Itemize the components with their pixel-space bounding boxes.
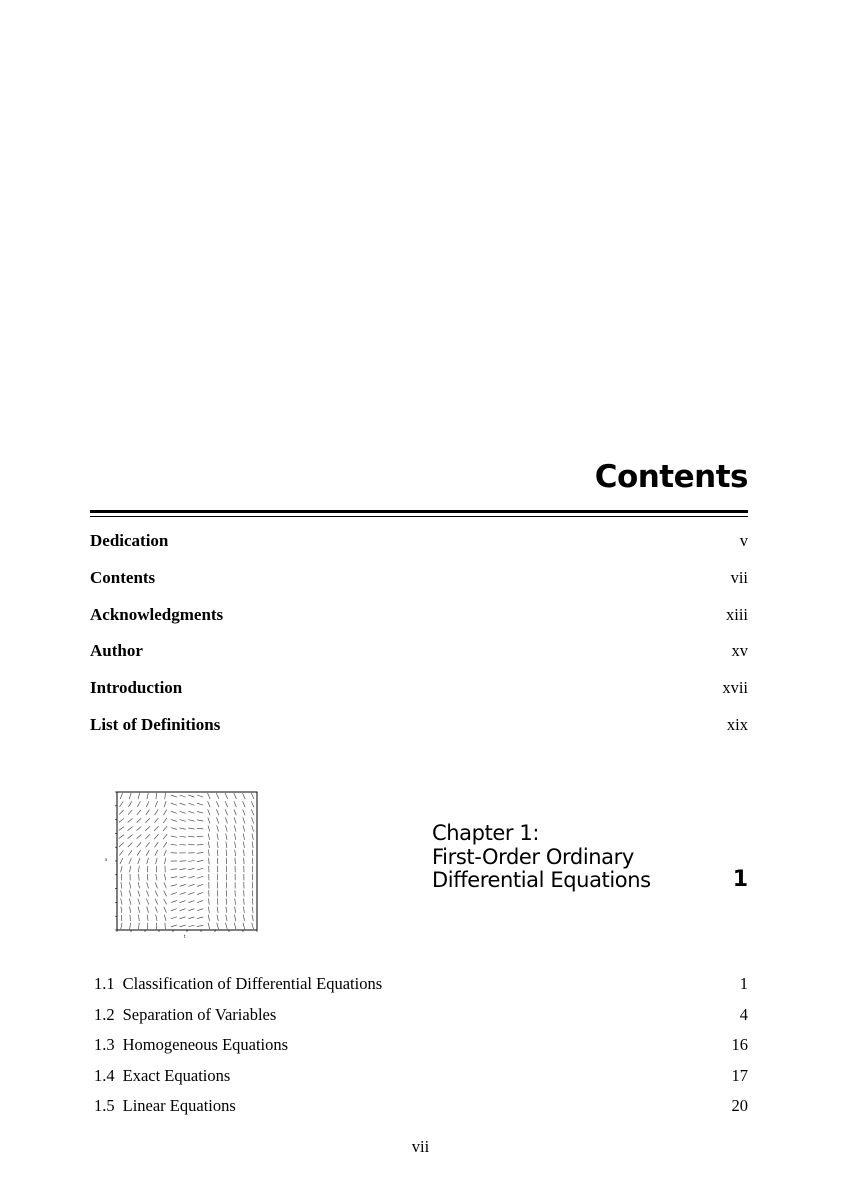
field-arrow [188,909,194,911]
field-arrow [234,923,236,929]
field-arrow [180,811,186,813]
field-arrow [226,898,227,904]
section-number: 1.5 [94,1096,115,1115]
field-arrow [197,820,203,821]
page-title: Contents [594,459,748,495]
field-arrow [252,923,254,929]
field-arrow [217,850,218,856]
field-arrow [155,882,157,888]
field-arrow [171,893,177,895]
toc-entry-title: Contents [90,567,156,587]
field-arrow [119,818,124,822]
toc-entry-author[interactable] [90,641,748,678]
field-arrow [226,923,228,929]
field-arrow [164,891,167,897]
field-arrow [120,802,124,807]
field-arrow [217,842,218,848]
field-arrow [171,877,177,878]
field-arrow [128,801,131,807]
field-arrow [139,915,140,921]
field-arrow [209,850,210,856]
field-arrow [147,907,149,913]
field-arrow [252,817,254,823]
field-arrow [197,803,203,805]
section-page: 16 [731,1035,748,1054]
field-arrow [121,882,122,888]
field-arrow [146,850,149,856]
toc-section-entry[interactable] [94,1096,748,1127]
chapter-title[interactable] [432,822,651,893]
field-arrow [164,882,166,888]
field-arrow [234,817,236,823]
field-arrow [208,793,211,799]
field-arrow [179,869,185,870]
field-arrow [243,834,244,840]
field-arrow [171,885,177,887]
field-arrow [119,843,124,847]
field-arrow [217,923,219,929]
field-arrow [208,834,209,840]
field-arrow [217,834,218,840]
field-arrow [188,811,194,813]
field-arrow [139,923,140,929]
field-arrow [171,844,177,845]
toc-entry-dedication[interactable] [90,531,748,568]
field-arrow [156,915,157,921]
field-arrow [147,915,148,921]
field-arrow [226,842,227,848]
section-list [94,974,748,1127]
field-arrow [180,819,186,821]
toc-entry-title: Author [90,641,143,661]
field-arrow [180,892,186,894]
field-arrow [138,899,140,905]
field-arrow [137,818,142,822]
field-arrow [243,907,244,913]
field-arrow [252,834,253,840]
field-arrow [180,909,186,911]
field-arrow [243,825,245,831]
field-arrow [164,850,166,856]
field-arrow [147,793,148,799]
section-title: Classification of Differential Equations [122,974,383,993]
field-arrow [146,842,150,847]
field-arrow [217,898,218,904]
field-arrow [128,810,132,815]
field-arrow [197,811,203,813]
field-arrow [225,801,228,807]
field-arrow [251,809,253,815]
field-arrow [226,915,227,921]
field-arrow [138,793,140,799]
field-arrow [138,890,140,896]
toc-entry-page: xix [726,714,748,734]
field-arrow [244,898,245,904]
toc-entry-title: Acknowledgments [90,604,224,624]
section-title: Homogeneous Equations [122,1035,289,1054]
svg-text:x: x [105,857,108,862]
field-arrow [188,876,194,878]
field-arrow [171,795,177,797]
field-arrow [121,866,122,872]
field-arrow [180,795,186,797]
field-arrow [154,826,158,831]
heading-rule-thin [90,516,748,517]
field-arrow [217,907,218,913]
field-arrow [137,850,140,855]
field-arrow [154,834,158,839]
field-arrow [129,899,131,905]
field-arrow [188,861,194,862]
field-arrow [243,801,246,807]
field-arrow [129,858,132,864]
field-arrow [197,828,203,829]
field-arrow [121,923,122,929]
field-arrow [130,923,131,929]
field-arrow [138,858,140,864]
chapter-page-number: 1 [732,867,748,892]
field-arrow [234,825,236,831]
field-arrow [129,890,131,896]
field-arrow [180,925,186,927]
field-arrow [188,884,194,886]
field-arrow [180,884,186,886]
chapter-title-line: First-Order Ordinary [432,844,634,869]
field-arrow [155,907,157,913]
toc-entry-title: Dedication [90,531,169,550]
field-arrow [155,891,158,897]
toc-section-entry[interactable] [94,974,748,1005]
field-arrow [137,835,142,839]
field-arrow [147,882,149,888]
field-arrow [163,818,167,823]
toc-section-label [94,974,382,994]
field-arrow [119,835,124,839]
field-arrow [235,842,236,848]
field-arrow [155,842,159,847]
field-arrow [197,860,203,861]
field-arrow [155,899,158,905]
field-arrow [171,836,177,837]
field-arrow [128,827,133,831]
section-page: 4 [739,1004,748,1024]
field-arrow [252,915,253,921]
field-arrow [163,826,167,831]
field-arrow [137,842,141,847]
field-arrow [179,861,185,862]
field-arrow [208,915,209,921]
field-arrow [252,907,253,913]
field-arrow [164,899,167,905]
toc-section-entry[interactable] [94,1035,748,1066]
section-page: 1 [739,974,748,993]
field-arrow [180,900,186,902]
field-arrow [146,890,148,896]
field-arrow [121,907,122,913]
field-arrow [244,850,245,856]
field-arrow [208,842,209,848]
section-number: 1.1 [94,974,115,993]
field-arrow [225,793,228,799]
section-number: 1.3 [94,1035,115,1054]
field-arrow [164,915,166,921]
field-arrow [208,801,211,807]
field-arrow [165,793,166,799]
heading-rule-thick [90,510,748,513]
section-number: 1.4 [94,1065,115,1085]
field-arrow [171,869,177,870]
section-page: 17 [731,1065,748,1085]
field-arrow [171,909,177,911]
field-arrow [137,810,141,815]
field-arrow [120,858,123,864]
field-arrow [226,834,227,840]
field-arrow [216,793,219,799]
field-arrow [171,819,177,821]
field-arrow [145,834,150,839]
field-arrow [145,818,149,823]
field-arrow [234,793,237,799]
field-arrow [146,899,148,905]
field-arrow [188,925,194,926]
field-arrow [129,793,131,799]
field-arrow [164,874,166,880]
field-arrow [234,834,235,840]
toc-section-label [94,1005,276,1025]
field-arrow [234,915,235,921]
field-arrow [171,917,177,919]
field-arrow [179,845,185,846]
field-arrow [146,801,149,807]
field-arrow [208,817,210,823]
field-arrow [165,858,166,864]
field-arrow [197,901,203,903]
field-arrow [188,868,194,869]
field-arrow [208,809,210,815]
chapter-title-line: Chapter 1: [432,821,540,845]
toc-entry-acknowledgments[interactable] [90,605,748,642]
field-arrow [171,828,177,830]
field-arrow [197,876,203,878]
chapter-title-line: Differential Equations [432,868,651,892]
field-arrow [128,835,133,839]
field-arrow [226,850,227,856]
field-arrow [130,907,131,913]
section-page: 20 [731,1096,748,1115]
field-arrow [121,890,122,896]
field-arrow [155,801,157,807]
toc-entry-page: vii [730,567,748,587]
toc-entry-title: Introduction [90,678,183,698]
field-arrow [251,793,254,799]
field-arrow [235,907,236,913]
field-arrow [197,884,203,886]
toc-entry-page: xiii [725,604,748,624]
field-arrow [164,907,167,913]
toc-entry-introduction[interactable] [90,678,748,715]
field-arrow [138,866,139,872]
field-arrow [163,842,166,847]
field-arrow [197,795,203,797]
field-arrow [188,803,194,805]
front-matter-list [90,531,748,752]
field-arrow [243,842,244,848]
field-arrow [225,809,227,815]
toc-entry-page: v [739,531,748,550]
field-arrow [216,809,218,815]
field-arrow [130,882,131,888]
field-arrow [180,803,186,805]
field-arrow [252,898,253,904]
field-arrow [197,868,203,870]
field-arrow [128,843,133,848]
toc-entry-page: xvii [722,678,748,698]
field-arrow [155,810,158,815]
toc-section-label [94,1096,236,1116]
field-arrow [243,915,244,921]
field-arrow [171,901,177,903]
field-arrow [216,801,219,807]
field-arrow [179,836,185,837]
field-arrow [226,907,227,913]
field-arrow [217,817,219,823]
toc-section-label [94,1066,230,1086]
field-arrow [119,850,123,855]
field-arrow [145,826,150,830]
section-title: Separation of Variables [122,1004,277,1024]
field-arrow [171,811,177,813]
field-arrow [180,917,186,919]
field-arrow [156,874,157,880]
toc-entry-contents[interactable] [90,568,748,605]
field-arrow [164,810,167,816]
field-arrow [188,917,194,919]
section-title: Exact Equations [122,1065,231,1085]
section-title: Linear Equations [122,1096,236,1115]
field-arrow [197,925,203,926]
field-arrow [252,842,253,848]
field-arrow [188,795,194,797]
field-arrow [252,825,254,831]
field-arrow [188,828,194,829]
field-arrow [154,818,158,823]
field-arrow [217,915,218,921]
field-arrow [180,876,186,878]
field-arrow [188,901,194,903]
field-arrow [243,793,246,799]
field-arrow [128,850,132,855]
field-arrow [188,820,194,822]
field-arrow [156,793,157,799]
field-arrow [147,858,149,864]
field-arrow [209,898,210,904]
field-arrow [171,925,177,927]
toc-section-label [94,1035,288,1055]
field-arrow [197,852,203,853]
field-arrow [197,892,203,894]
direction-field-thumbnail [100,785,265,940]
field-arrow [208,907,209,913]
field-arrow [235,850,236,856]
field-arrow [180,828,186,830]
field-arrow [138,907,140,913]
field-arrow [147,874,148,880]
field-arrow [120,793,122,799]
field-arrow [163,834,167,839]
field-arrow [243,817,245,823]
field-arrow [251,801,254,807]
field-arrow [138,882,139,888]
field-arrow [243,809,245,815]
field-arrow [225,825,227,831]
toc-section-entry[interactable] [94,1005,748,1036]
field-arrow [146,810,150,815]
toc-entry-page: xv [731,641,748,661]
section-number: 1.2 [94,1004,115,1024]
toc-entry-list-of-definitions[interactable] [90,715,748,752]
field-arrow [188,836,194,837]
field-arrow [243,923,245,929]
svg-text:t: t [184,934,186,939]
field-arrow [130,866,131,872]
field-arrow [217,825,219,831]
field-arrow [234,809,236,815]
field-arrow [197,917,203,918]
field-arrow [208,923,210,929]
field-arrow [137,801,140,807]
field-arrow [121,898,122,904]
field-arrow [119,827,124,831]
toc-section-entry[interactable] [94,1066,748,1097]
field-arrow [136,826,141,830]
field-arrow [171,803,177,805]
field-arrow [119,810,123,815]
field-arrow [252,850,253,856]
field-arrow [128,818,133,822]
field-arrow [235,898,236,904]
field-arrow [208,825,210,831]
field-arrow [234,801,237,807]
toc-entry-title: List of Definitions [90,714,221,734]
field-arrow [156,858,158,864]
field-arrow [164,801,166,807]
field-arrow [188,892,194,894]
field-arrow [197,909,203,911]
field-arrow [155,850,158,856]
page-number-footer: vii [411,1137,430,1156]
field-arrow [225,817,227,823]
field-arrow [139,874,140,880]
